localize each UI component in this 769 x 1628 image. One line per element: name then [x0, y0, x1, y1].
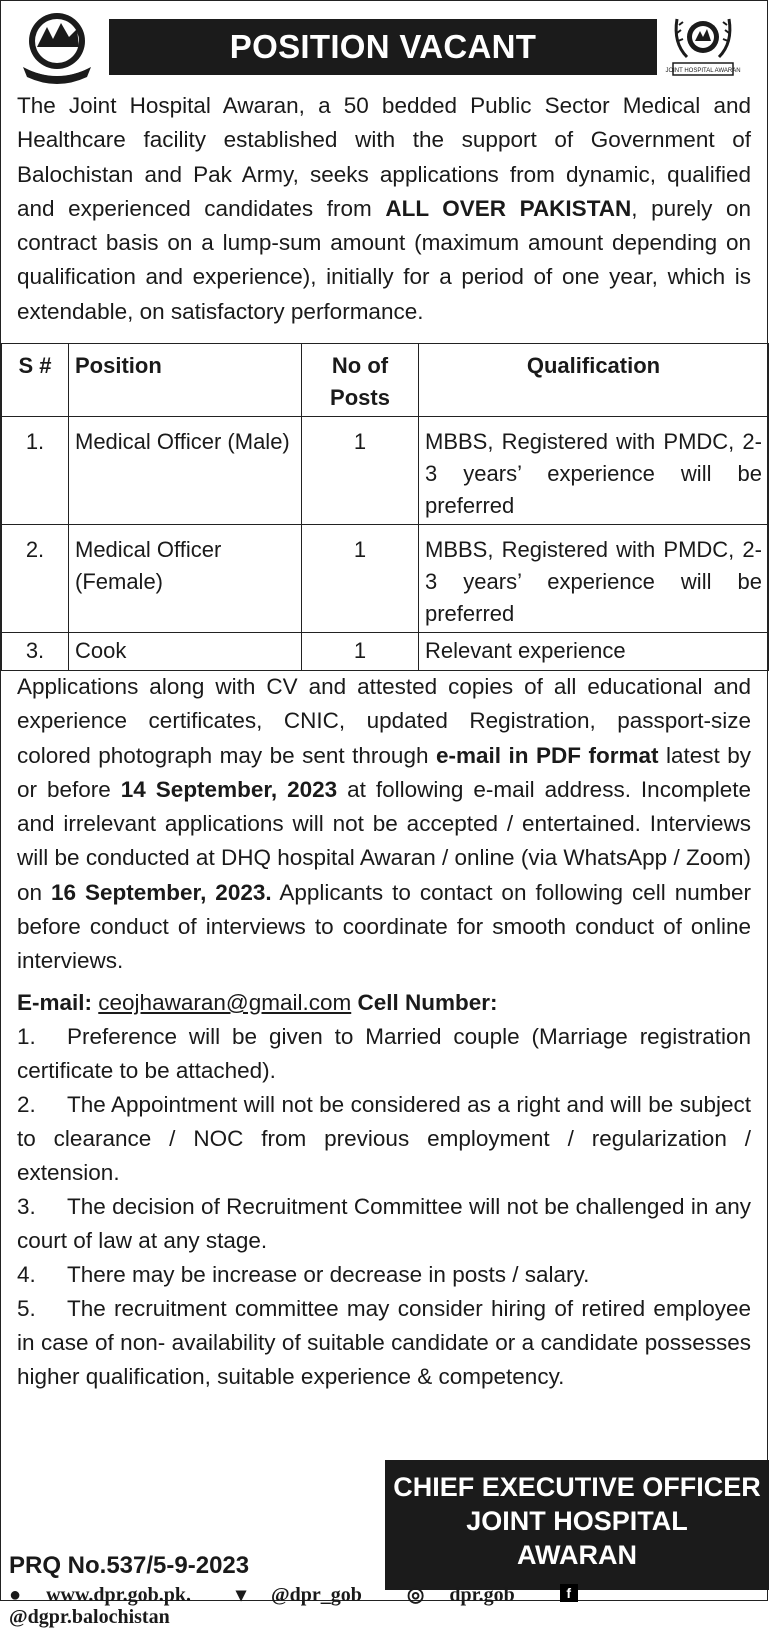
email-label: E-mail: — [17, 990, 93, 1015]
twitter-link[interactable] — [236, 1584, 382, 1606]
logo-text: JOINT HOSPITAL AWARAN — [665, 68, 741, 74]
table-header-row — [2, 344, 769, 417]
deadline-date: 14 September, 2023 — [120, 776, 338, 802]
body-bold-format: e-mail in PDF format — [435, 742, 659, 768]
list-item — [17, 1258, 751, 1292]
header-sn: S # — [2, 344, 69, 417]
intro-bold: ALL OVER PAKISTAN — [385, 195, 632, 221]
cell-posts: 1 — [302, 633, 419, 671]
body-text: latest by or before — [17, 742, 751, 802]
note-number: 3. — [17, 1194, 36, 1219]
note-text: The recruitment committee may consider hiring of retired employee in case of non- availability of suitable candidate or a candidate possesses higher qualification, suitable experience & competency. — [17, 1296, 751, 1389]
facebook-icon: f — [560, 1584, 578, 1602]
list-item — [17, 1190, 751, 1258]
globe-icon: ● — [9, 1584, 22, 1606]
cell-posts: 1 — [302, 525, 419, 633]
intro-text-end: , purely on contract basis on a lump-sum amount (maximum amount depending on qualification and experience), initially for a period of one year, which is extendable, on satisfactory performance. — [17, 195, 752, 324]
signature-title: CHIEF EXECUTIVE OFFICER — [393, 1472, 761, 1502]
intro-text: The Joint Hospital Awaran, a 50 bedded Public Sector Medical and Healthcare facility established with the support of Government of Balochistan and Pak Army, seeks applications from dynamic, qualified and experienced candidates from — [17, 93, 751, 221]
header — [1, 1, 769, 89]
signature-location: AWARAN — [517, 1540, 637, 1570]
website-text: www.dpr.gob.pk. — [46, 1584, 191, 1606]
instagram-link[interactable] — [407, 1584, 535, 1606]
note-text: The Appointment will not be considered as a right and will be subject to clearance / NOC from previous employment / regularization / extension. — [17, 1092, 751, 1185]
cell-position: Medical Officer (Female) — [69, 525, 302, 633]
list-item — [17, 1020, 751, 1088]
table-row — [2, 525, 769, 633]
note-text: The decision of Recruitment Committee will not be challenged in any court of law at any stage. — [17, 1194, 751, 1253]
cell-qualification: MBBS, Registered with PMDC, 2-3 years’ experience will be preferred — [419, 417, 769, 525]
website-link[interactable] — [9, 1584, 211, 1606]
signature-block — [385, 1460, 769, 1590]
balochistan-emblem-logo — [13, 7, 101, 85]
cell-sn: 3. — [2, 633, 69, 671]
signature-org: JOINT HOSPITAL — [466, 1506, 688, 1536]
footer — [9, 1584, 769, 1628]
table-row — [2, 633, 769, 671]
joint-hospital-emblem-logo — [665, 9, 741, 81]
header-qualification: Qualification — [419, 344, 769, 417]
cell-position: Medical Officer (Male) — [69, 417, 302, 525]
twitter-text: @dpr_gob — [271, 1584, 362, 1606]
body-text: Applicants to contact on following cell number before conduct of interviews to coordinate for smooth conduct of online interviews. — [17, 879, 752, 974]
header-position: Position — [69, 344, 302, 417]
application-instructions — [17, 670, 751, 979]
cell-sn: 2. — [2, 525, 69, 633]
list-item — [17, 1292, 751, 1394]
table-row — [2, 417, 769, 525]
cell-qualification: Relevant experience — [419, 633, 769, 671]
email-link[interactable]: ceojhawaran@gmail.com — [98, 990, 352, 1015]
notes-list — [17, 1020, 751, 1394]
note-number: 5. — [17, 1296, 36, 1321]
note-number: 2. — [17, 1092, 36, 1117]
note-number: 1. — [17, 1024, 36, 1049]
note-text: Preference will be given to Married couple (Marriage registration certificate to be attached). — [17, 1024, 751, 1083]
note-text: There may be increase or decrease in posts / salary. — [67, 1262, 590, 1287]
header-posts: No of Posts — [302, 344, 419, 417]
cell-posts: 1 — [302, 417, 419, 525]
twitter-icon: ▾ — [235, 1584, 247, 1606]
note-number: 4. — [17, 1262, 36, 1287]
instagram-icon: ◎ — [406, 1584, 425, 1606]
cell-position: Cook — [69, 633, 302, 671]
cell-qualification: MBBS, Registered with PMDC, 2-3 years’ experience will be preferred — [419, 525, 769, 633]
cell-label: Cell Number: — [357, 990, 498, 1015]
instagram-text: dpr.gob — [449, 1584, 515, 1606]
contact-line — [17, 986, 751, 1020]
body-text: at following e-mail address. Incomplete and irrelevant applications will not be accepted / entertained. Interviews will be conducted at DHQ hospital Awaran / online (via WhatsApp / Zoom) on — [17, 776, 751, 905]
page-title: POSITION VACANT — [109, 19, 657, 75]
intro-paragraph — [17, 89, 751, 329]
body-text: Applications along with CV and attested copies of all educational and experience certificates, CNIC, updated Registration, passport-size colored photograph may be sent through — [17, 674, 751, 768]
prq-number: PRQ No.537/5-9-2023 — [9, 1552, 250, 1579]
cell-sn: 1. — [2, 417, 69, 525]
list-item — [17, 1088, 751, 1190]
facebook-text: @dgpr.balochistan — [9, 1606, 170, 1628]
positions-table — [1, 343, 769, 671]
interview-date: 16 September, 2023. — [51, 879, 272, 905]
